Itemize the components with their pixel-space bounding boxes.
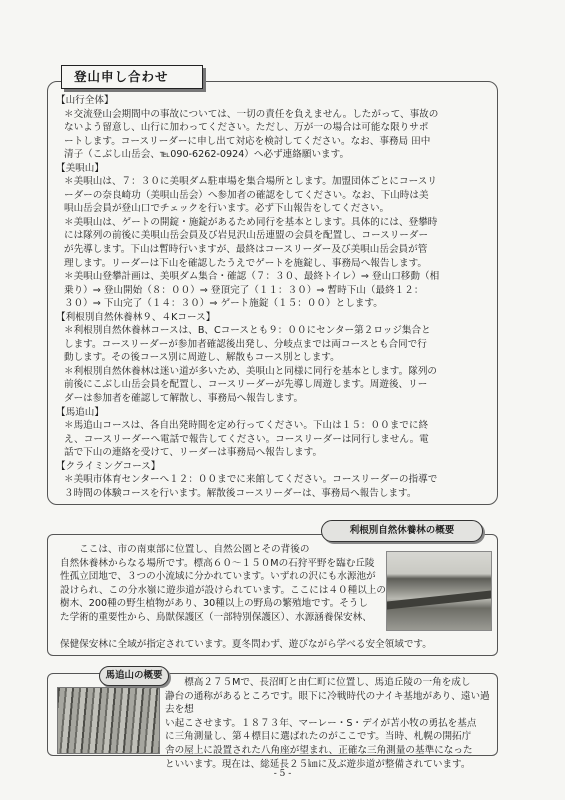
guideline-item [53,108,497,162]
umaoi-forest-photo [57,687,160,754]
text-line: 唄山岳会員が登山口でチェックを行います。必ず下山報告をしてください。 [64,203,390,215]
guideline-item [53,175,497,216]
guideline-item [53,419,497,460]
text-line: 性孤立団地で、３つの小流域に分かれています。いずれの沢にも水源池が [60,571,376,583]
text-line: ＊美唄市体育センターへ１２：００までに来館してください。コースリーダーの指導で [64,474,438,486]
umaoi-overview-label: 馬追山の概要 [99,666,169,686]
text-line: 理します。リーダーは下山を確認したうえでゲートを施錠し、事務局へ報告します。 [64,257,428,269]
section-heading: 【利根別自然休養林９、４Kコース】 [56,311,216,323]
text-line: に三角測量し、第４標目に選ばれたのがここです。当時、札幌の開拓庁 [165,731,472,743]
text-line: ３０）⇒ 下山完了（１４：３０）⇒ ゲート施錠（１５：００）とします。 [64,298,383,310]
text-line: 設けられ、この分水嶺に遊歩道が設けられています。ここには４０種以上の [60,584,386,596]
text-line: ダーは参加者を確認して解散し、事務局へ報告します。 [64,393,304,405]
guideline-item [53,324,497,365]
text-line: ＊美唄山は、ゲートの開錠・施錠があるため同行を基本とします。具体的には、登攀時 [64,216,438,228]
text-line: い起こさせます。１８７３年、マーレー・S・デイが苫小牧の勇払を基点 [165,717,477,729]
toneri-overview-text-end: 保健保安林に全域が指定されています。夏冬問わず、遊びながら学べる安全領域です。 [60,639,432,650]
text-line: ないよう留意し、山行に加わってください。ただし、万が一の場合は可能な限りサポ [64,122,429,134]
toneri-forest-photo [386,551,492,631]
text-line: 前後にこぶし山岳会員を配置し、コースリーダーが先導し周遊します。周遊後、リー [64,379,428,391]
toneri-overview-text [60,543,390,625]
section-heading: 【山行全体】 [56,95,114,106]
text-line: といいます。現在は、総延長２５㎞に及ぶ遊歩道が整備されています。 [165,758,471,770]
text-line: 自然休養林からなる場所です。標高６０～１５０Mの石狩平野を臨む丘陵 [60,557,375,569]
text-line: た学術的重要性から、鳥獣保護区（一部特別保護区）、水源涵養保安林、 [60,611,372,623]
text-line: 瀞台の通称があるところです。眼下に冷戦時代のナイキ基地があり、遠い過去を想 [165,690,490,716]
text-line: ＊美唄山は、７：３０に美唄ダム駐車場を集合場所とします。加盟団体ごとにコースリ [64,176,437,188]
text-line: が先導します。下山は暫時行いますが、最終はコースリーダー及び美唄山岳会員が管 [64,244,428,256]
guideline-item [53,365,497,406]
text-line: ーダーの奈良崎功（美唄山岳会）へ参加者の確認をしてください。なお、下山時は美 [64,189,429,201]
text-line: 動します。その後コース別に周遊し、解散もコース別とします。 [64,352,340,364]
section-heading: 【馬追山】 [56,406,104,418]
text-line: 話で下山の連絡を受けて、リーダーは事務局へ報告します。 [64,447,323,459]
text-line: ＊馬追山コースは、各自出発時間を定め行ってください。下山は１５：００までに終 [64,420,429,432]
text-line: 舎の屋上に設置された八角座が望まれ、正確な三角測量の基準になった [165,744,473,756]
text-line: します。コースリーダーが参加者確認後出発し、分岐点までは両コースとも合同で行 [64,338,427,350]
text-line: には隊列の前後に美唄山岳会員及び岩見沢山岳連盟の会員を配置し、コースリーダー [64,230,429,242]
guideline-item [53,473,497,500]
toneri-overview-label: 利根別自然休養林の概要 [321,520,483,542]
text-line: ートします。コースリーダーに申し出て対応を検討してください。なお、事務局 田中 [64,135,431,147]
text-line: ここは、市の南東部に位置し、自然公園とその背後の [79,544,310,555]
guideline-item [53,216,497,270]
guideline-item [53,270,497,311]
page-title: 登山申し合わせ [61,65,203,89]
text-line: ＊利根別自然休養林コースは、B、Cコースとも９：００にセンター第２ロッジ集合と [64,325,431,337]
section-heading: 【美唄山】 [56,162,104,174]
umaoi-overview-text [165,676,493,771]
text-line: 清子（こぶし山岳会、℡090-6262-0924）へ必ず連絡願います。 [64,149,350,161]
text-line: 標高２７５Mで、長沼町と由仁町に位置し、馬追丘陵の一角を成し [184,677,471,688]
guidelines-content [53,94,497,500]
text-line: 樹木、200種の野生植物があり、30種以上の野鳥の繁殖地です。そうし [60,598,368,610]
text-line: え、コースリーダーへ電話で報告してください。コースリーダーは同行しません。電 [64,433,429,445]
text-line: 乗り）⇒ 登山開始（８：００）⇒ 登頂完了（１１：３０）⇒ 暫時下山（最終１２： [64,284,424,296]
page-number: - 5 - [273,769,292,779]
text-line: ３時間の体験コースを行います。解散後コースリーダーは、事務局へ報告します。 [64,487,417,499]
text-line: ＊美唄山登攀計画は、美唄ダム集合・確認（７：３０、最終トイレ）⇒ 登山口移動（相 [64,271,440,283]
text-line: ＊交流登山会期間中の事故については、一切の責任を負えません。したがって、事故の [64,108,439,120]
text-line: ＊利根別自然休養林は迷い道が多いため、美唄山と同様に同行を基本とします。隊列の [64,365,438,377]
section-heading: 【クライミングコース】 [56,460,161,472]
